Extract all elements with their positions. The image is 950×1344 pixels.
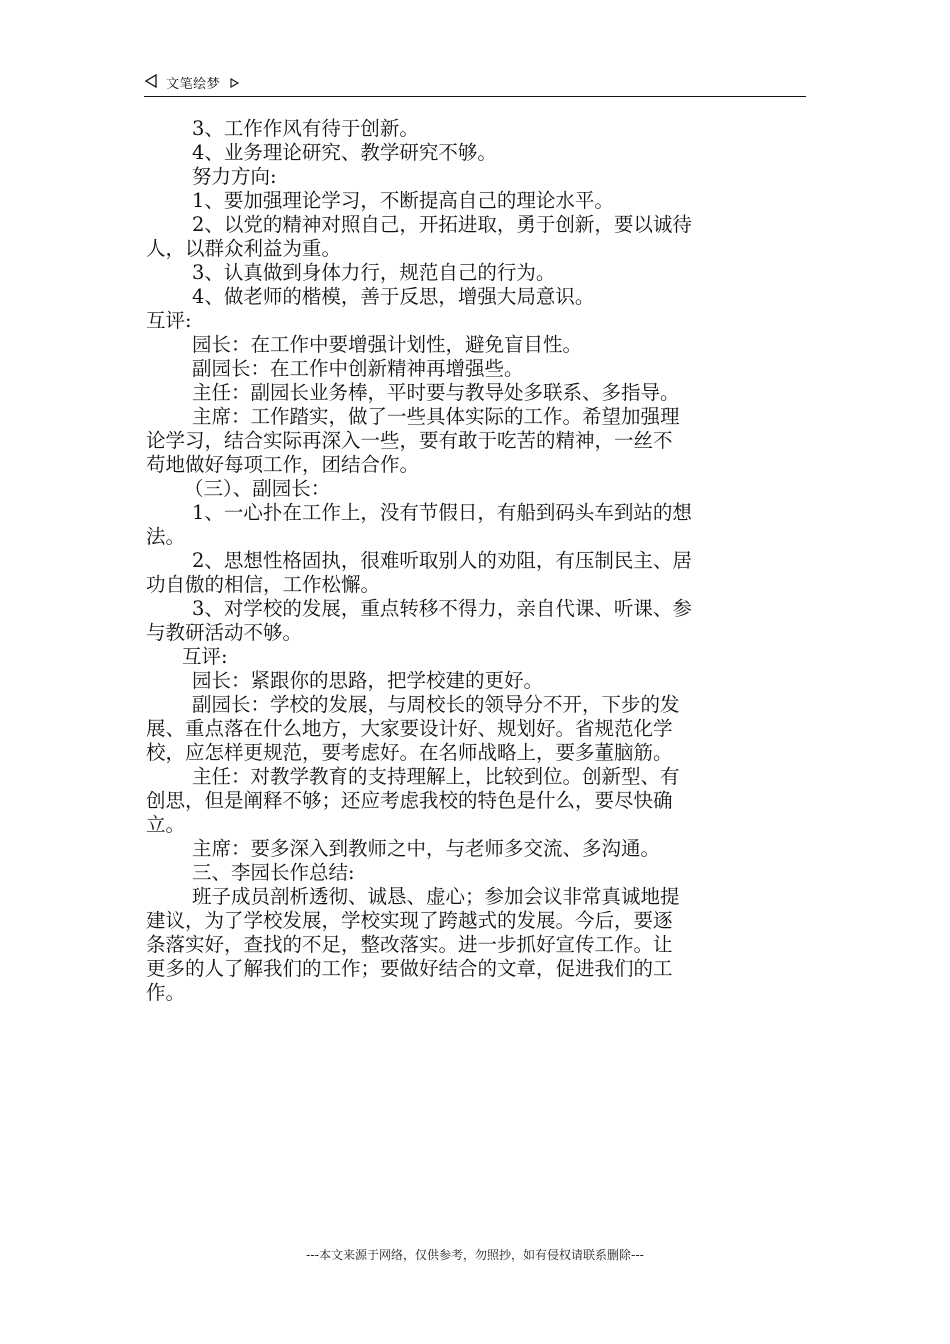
text-line: 展、重点落在什么地方，大家要设计好、规划好。省规范化学: [146, 717, 673, 740]
text-line: 2、思想性格固执，很难听取别人的劝阻，有压制民主、居: [192, 549, 692, 572]
text-line: 创思，但是阐释不够；还应考虑我校的特色是什么，要尽快确: [146, 789, 673, 812]
text-line: 更多的人了解我们的工作；要做好结合的文章，促进我们的工: [146, 957, 673, 980]
text-line: 主席：要多深入到教师之中，与老师多交流、多沟通。: [192, 837, 661, 860]
text-line: 园长：在工作中要增强计划性，避免盲目性。: [192, 333, 583, 356]
triangle-left-icon: [144, 74, 158, 96]
text-line: 互评:: [146, 309, 192, 332]
header-brand: 文笔绘梦: [166, 77, 221, 92]
text-line: 人，以群众利益为重。: [146, 237, 342, 260]
page-footer-disclaimer: ---本文来源于网络，仅供参考，勿照抄，如有侵权请联系删除---: [306, 1248, 644, 1262]
text-line: 立。: [146, 813, 186, 836]
text-line: 条落实好，查找的不足，整改落实。进一步抓好宣传工作。让: [146, 933, 673, 956]
text-line: 班子成员剖析透彻、诚恳、虚心；参加会议非常真诚地提: [192, 885, 680, 908]
text-line: 副园长：学校的发展，与周校长的领导分不开，下步的发: [192, 693, 680, 716]
text-line: 主任：副园长业务棒，平时要与教导处多联系、多指导。: [192, 381, 680, 404]
text-line: 3、工作作风有待于创新。: [192, 117, 419, 140]
text-line: 论学习，结合实际再深入一些，要有敢于吃苦的精神，一丝不: [146, 429, 673, 452]
text-line: 校，应怎样更规范，要考虑好。在名师战略上，要多董脑筋。: [146, 741, 673, 764]
text-line: 法。: [146, 525, 186, 548]
text-line: （三）、副园长：: [184, 477, 331, 500]
text-line: 园长：紧跟你的思路，把学校建的更好。: [192, 669, 544, 692]
text-line: 2、以党的精神对照自己，开拓进取，勇于创新，要以诚待: [192, 213, 692, 236]
text-line: 1、要加强理论学习，不断提高自己的理论水平。: [192, 189, 614, 212]
triangle-right-icon: [230, 74, 240, 96]
text-line: 主席：工作踏实，做了一些具体实际的工作。希望加强理: [192, 405, 680, 428]
text-line: 3、对学校的发展，重点转移不得力，亲自代课、听课、参: [192, 597, 692, 620]
text-line: 1、一心扑在工作上，没有节假日，有船到码头车到站的想: [192, 501, 692, 524]
text-line: 互评:: [182, 645, 228, 668]
text-line: 建议，为了学校发展，学校实现了跨越式的发展。今后，要逐: [146, 909, 673, 932]
text-line: 4、业务理论研究、教学研究不够。: [192, 141, 497, 164]
text-line: 4、做老师的楷模，善于反思，增强大局意识。: [192, 285, 595, 308]
text-line: 与教研活动不够。: [146, 621, 303, 644]
text-line: 三、李园长作总结:: [192, 861, 355, 884]
text-line: 努力方向:: [192, 165, 277, 188]
page-header: [144, 74, 806, 97]
text-line: 主任：对教学教育的支持理解上，比较到位。创新型、有: [192, 765, 680, 788]
text-line: 3、认真做到身体力行，规范自己的行为。: [192, 261, 556, 284]
text-line: 作。: [146, 981, 186, 1004]
text-line: 副园长：在工作中创新精神再增强些。: [192, 357, 524, 380]
text-line: 功自傲的相信，工作松懈。: [146, 573, 381, 596]
text-line: 苟地做好每项工作，团结合作。: [146, 453, 420, 476]
